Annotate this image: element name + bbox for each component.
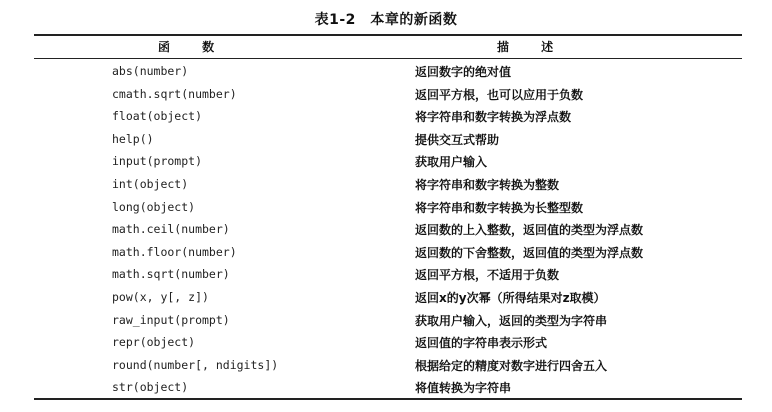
- table-row: [34, 219, 742, 242]
- table-row: [34, 355, 742, 378]
- table-row: [34, 61, 742, 84]
- function-cell: raw_input(prompt): [112, 312, 230, 327]
- table-row: [34, 377, 742, 400]
- function-cell: help(): [112, 131, 154, 146]
- function-cell: math.sqrt(number): [112, 267, 230, 282]
- description-cell: 返回平方根，也可以应用于负数: [415, 87, 584, 102]
- table-caption: 表1-2 本章的新函数: [314, 12, 458, 28]
- header-function: 函 数: [158, 40, 229, 54]
- function-cell: str(object): [112, 380, 189, 395]
- table-row: [34, 174, 742, 197]
- table-body: [34, 61, 742, 400]
- description-cell: 将字符串和数字转换为长整型数: [415, 200, 584, 215]
- description-cell: 返回数的下舍整数，返回值的类型为浮点数: [415, 245, 644, 260]
- header-description: 描 述: [497, 40, 568, 54]
- description-cell: 返回x的y次幂（所得结果对z取模）: [415, 290, 606, 305]
- description-cell: 返回平方根，不适用于负数: [415, 268, 560, 283]
- function-cell: float(object): [112, 109, 203, 124]
- table-row: [34, 332, 742, 355]
- table-row: [34, 310, 742, 333]
- table-top-rule: [34, 34, 742, 36]
- description-cell: 返回数的上入整数，返回值的类型为浮点数: [415, 223, 644, 238]
- function-cell: int(object): [112, 176, 189, 191]
- table-row: [34, 264, 742, 287]
- function-cell: cmath.sqrt(number): [112, 86, 237, 101]
- description-cell: 将字符串和数字转换为整数: [415, 177, 560, 192]
- function-cell: pow(x, y[, z]): [112, 289, 209, 304]
- table-row: [34, 84, 742, 107]
- function-cell: math.ceil(number): [112, 222, 230, 237]
- table-row: [34, 151, 742, 174]
- table-row: [34, 197, 742, 220]
- description-cell: 将字符串和数字转换为浮点数: [415, 110, 572, 125]
- description-cell: 返回值的字符串表示形式: [415, 336, 548, 351]
- table-row: [34, 287, 742, 310]
- function-cell: abs(number): [112, 64, 189, 78]
- table-header-row: [34, 38, 742, 56]
- table-header-rule: [34, 58, 742, 59]
- description-cell: 提供交互式帮助: [415, 132, 500, 147]
- function-cell: long(object): [112, 199, 196, 214]
- table-bottom-rule: [34, 398, 742, 400]
- table-row: [34, 106, 742, 129]
- function-cell: round(number[, ndigits]): [112, 357, 279, 372]
- description-cell: 获取用户输入，返回的类型为字符串: [415, 313, 608, 328]
- description-cell: 根据给定的精度对数字进行四舍五入: [415, 358, 608, 373]
- description-cell: 获取用户输入: [415, 155, 488, 170]
- description-cell: 将值转换为字符串: [415, 381, 512, 396]
- function-cell: repr(object): [112, 335, 196, 350]
- table-row: [34, 242, 742, 265]
- description-cell: 返回数字的绝对值: [415, 65, 512, 79]
- function-cell: math.floor(number): [112, 244, 237, 259]
- table-row: [34, 129, 742, 152]
- function-cell: input(prompt): [112, 154, 203, 169]
